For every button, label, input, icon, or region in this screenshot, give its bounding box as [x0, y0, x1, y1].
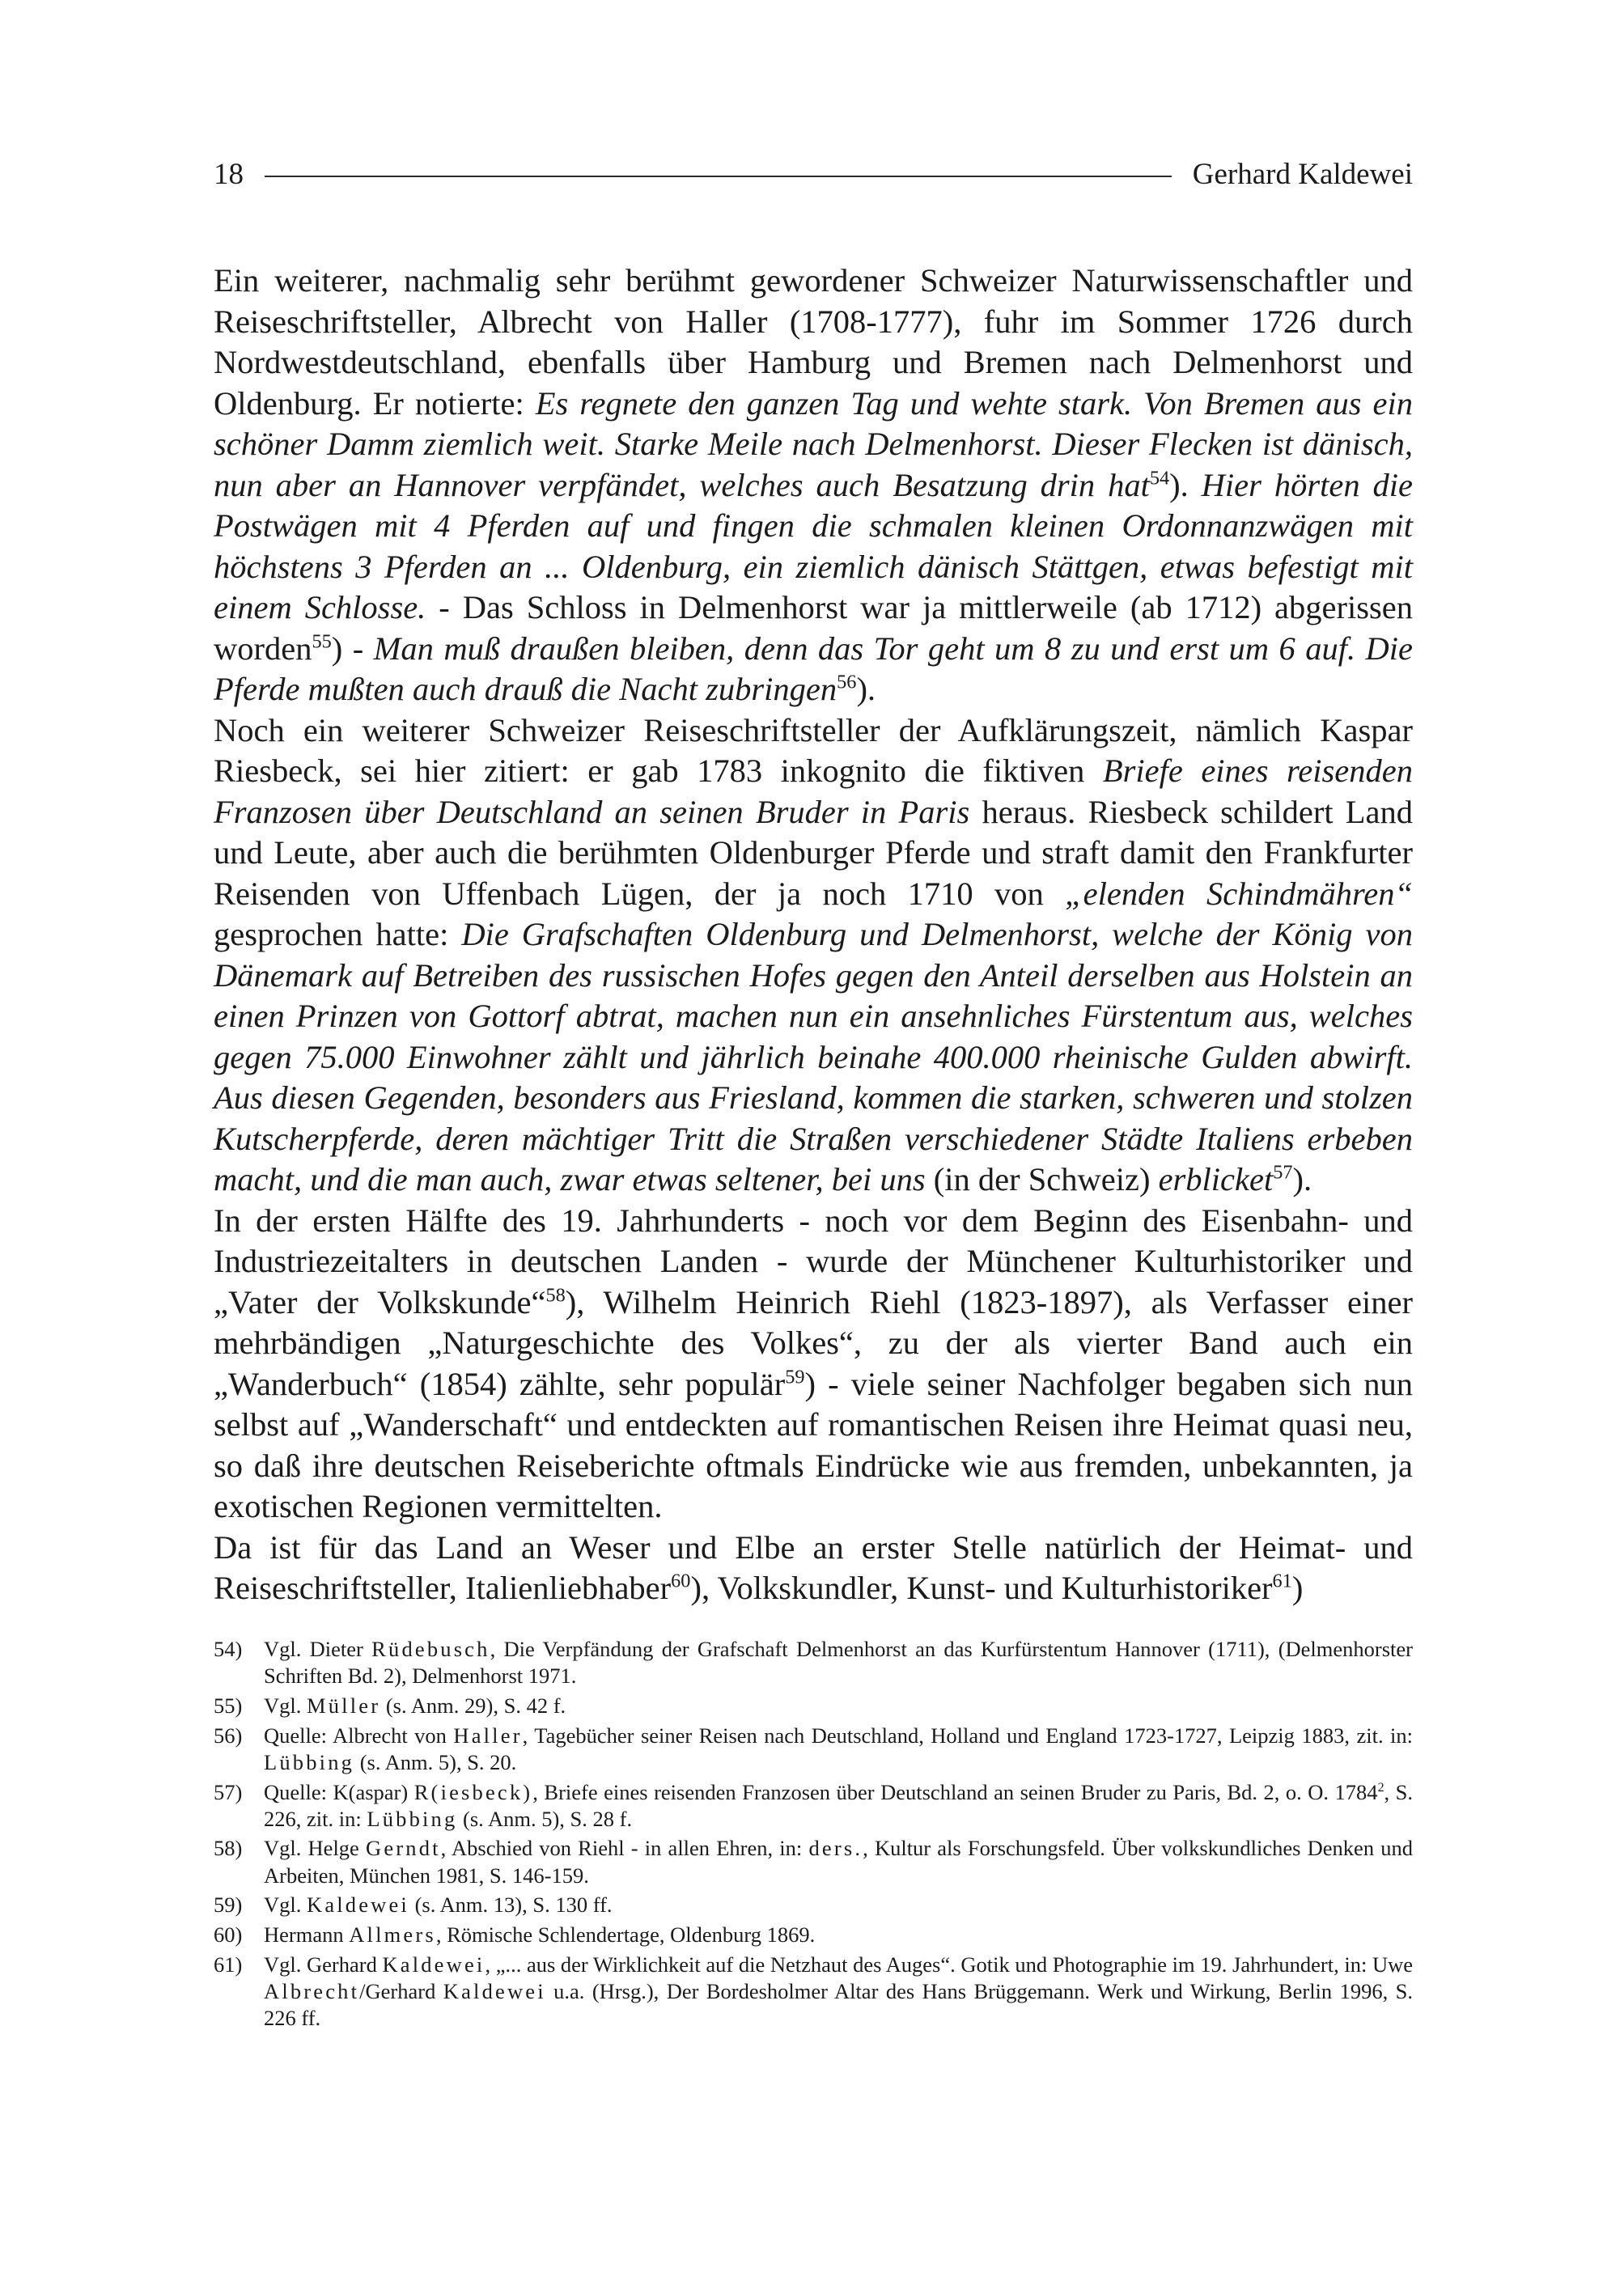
footnote-text: Vgl. Kaldewei (s. Anm. 13), S. 130 ff.	[264, 1892, 613, 1918]
footnote-text: Vgl. Helge Gerndt, Abschied von Riehl - in allen Ehren, in: ders., Kultur als Forschungsfeld. Über volkskundliches Denken und Arbeiten, München 1981, S. 146-159.	[264, 1836, 1413, 1888]
footnote-text: Vgl. Gerhard Kaldewei, „... aus der Wirklichkeit auf die Netzhaut des Auges“. Gotik und Photographie im 19. Jahrhundert, in: Uwe Albrecht/Gerhard Kaldewei u.a. (Hrsg.), Der Bordesholmer Altar des Hans Brüggemann. Werk und Wirkung, Berlin 1996, S. 226 ff.	[264, 1952, 1414, 2031]
footnote	[214, 1892, 1413, 1918]
paragraph: Noch ein weiterer Schweizer Reiseschriftsteller der Aufklärungszeit, nämlich Kaspar Riesbeck, sei hier zitiert: er gab 1783 inkognito die fiktiven Briefe eines reisenden Franzosen über Deutschland an seinen Bruder in Paris heraus. Riesbeck schildert Land und Leute, aber auch die berühmten Oldenburger Pferde und straft damit den Frankfurter Reisenden von Uffenbach Lügen, der ja noch 1710 von „elenden Schindmähren“ gesprochen hatte: Die Grafschaften Oldenburg und Delmenhorst, welche der König von Dänemark auf Betreiben des russischen Hofes gegen den Anteil derselben aus Holstein an einen Prinzen von Gottorf abtrat, machen nun ein ansehnliches Fürstentum aus, welches gegen 75.000 Einwohner zählt und jährlich beinahe 400.000 rheinische Gulden abwirft. Aus diesen Gegenden, besonders aus Friesland, kommen die starken, schweren und stolzen Kutscherpferde, deren mächtiger Tritt die Straßen verschiedener Städte Italiens erbeben macht, und die man auch, zwar etwas seltener, bei uns (in der Schweiz) erblicket$^{57}$).	[214, 711, 1414, 1197]
footnote	[214, 1779, 1413, 1833]
footnote	[214, 1922, 1413, 1948]
footnote	[214, 1723, 1413, 1776]
paragraph: In der ersten Hälfte des 19. Jahrhunderts - noch vor dem Beginn des Eisenbahn- und Industriezeitalters in deutschen Landen - wurde der Münchener Kulturhistoriker und „Vater der Volkskunde“$^{58}$), Wilhelm Heinrich Riehl (1823-1897), als Verfasser einer mehrbändigen „Naturgeschichte des Volkes“, zu der als vierter Band auch ein „Wanderbuch“ (1854) zählte, sehr populär$^{59}$) - viele seiner Nachfolger begaben sich nun selbst auf „Wanderschaft“ und entdeckten auf romantischen Reisen ihre Heimat quasi neu, so daß ihre deutschen Reiseberichte oftmals Eindrücke wie aus fremden, unbekannten, ja exotischen Regionen vermittelten.	[214, 1202, 1414, 1524]
footnote-number: 59)	[214, 1892, 243, 1918]
footnote-number: 57)	[214, 1779, 243, 1804]
footnote-text: Vgl. Dieter Rüdebusch, Die Verpfändung der Grafschaft Delmenhorst an das Kurfürstentum Hannover (1711), (Delmenhorster Schriften Bd. 2), Delmenhorst 1971.	[264, 1637, 1413, 1689]
running-header	[214, 154, 1413, 194]
footnote	[214, 1636, 1413, 1689]
footnote-number: 61)	[214, 1952, 243, 1977]
footnote-number: 56)	[214, 1723, 243, 1748]
footnote-text: Quelle: Albrecht von Haller, Tagebücher seiner Reisen nach Deutschland, Holland und England 1723-1727, Leipzig 1883, zit. in: Lübbing (s. Anm. 5), S. 20.	[264, 1723, 1413, 1774]
header-rule	[265, 176, 1172, 177]
paragraph: Da ist für das Land an Weser und Elbe an erster Stelle natürlich der Heimat- und Reiseschriftsteller, Italienliebhaber$^{60}$), Volkskundler, Kunst- und Kulturhistoriker$^{61}$)	[214, 1528, 1413, 1606]
paragraph: Ein weiterer, nachmalig sehr berühmt gewordener Schweizer Naturwissenschaftler und Reiseschriftsteller, Albrecht von Haller (1708-1777), fuhr im Sommer 1726 durch Nordwestdeutschland, ebenfalls über Hamburg und Bremen nach Delmenhorst und Oldenburg. Er notierte: Es regnete den ganzen Tag und wehte stark. Von Bremen aus ein schöner Damm ziemlich weit. Starke Meile nach Delmenhorst. Dieser Flecken ist dänisch, nun aber an Hannover verpfändet, welches auch Besatzung drin hat$^{54}$). Hier hörten die Postwägen mit 4 Pferden auf und fingen die schmalen kleinen Ordonnanzwägen mit höchstens 3 Pferden an ... Oldenburg, ein ziemlich dänisch Stättgen, etwas befestigt mit einem Schlosse. - Das Schloss in Delmenhorst war ja mittlerweile (ab 1712) abgerissen worden$^{55}$) - Man muß draußen bleiben, denn das Tor geht um 8 zu und erst um 6 auf. Die Pferde mußten auch drauß die Nacht zubringen$^{56}$).	[214, 262, 1414, 707]
footnote-text: Vgl. Müller (s. Anm. 29), S. 42 f.	[264, 1693, 566, 1718]
footnote-number: 58)	[214, 1836, 243, 1861]
footnote	[214, 1693, 1413, 1719]
running-head-author: Gerhard Kaldewei	[1192, 157, 1413, 191]
body-text	[214, 261, 1413, 1609]
footnote	[214, 1952, 1413, 2032]
footnote-number: 60)	[214, 1922, 243, 1948]
page-number: 18	[214, 157, 244, 191]
footnote-number: 54)	[214, 1637, 243, 1661]
footnote-number: 55)	[214, 1693, 243, 1718]
footnote-text: Quelle: K(aspar) R(iesbeck), Briefe eines reisenden Franzosen über Deutschland an seinen Bruder zu Paris, Bd. 2, o. O. 1784$^2$, S. 226, zit. in: Lübbing (s. Anm. 5), S. 28 f.	[264, 1779, 1414, 1831]
footnote	[214, 1835, 1413, 1888]
footnotes	[214, 1636, 1413, 2035]
footnote-text: Hermann Allmers, Römische Schlendertage, Oldenburg 1869.	[264, 1922, 816, 1948]
